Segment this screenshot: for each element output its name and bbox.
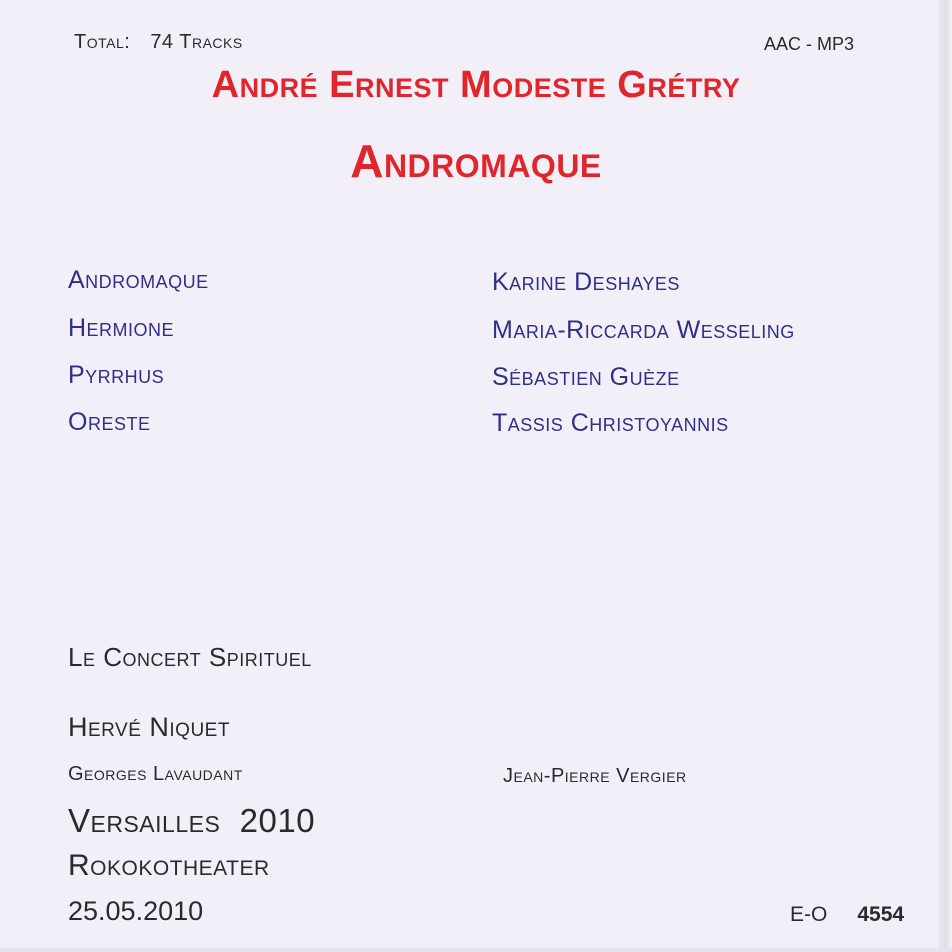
stage-director-name: Georges Lavaudant: [68, 763, 243, 785]
cast-singer: Karine Deshayes: [492, 268, 680, 296]
opera-title: Andromaque: [350, 135, 602, 187]
cast-role: Oreste: [68, 408, 151, 436]
track-count: 74 Tracks: [150, 31, 243, 53]
cast-singer: Sébastien Guèze: [492, 363, 680, 391]
cast-singer: Tassis Christoyannis: [492, 409, 729, 437]
venue-city-year: Versailles 2010: [68, 802, 316, 839]
catalog-code: 4554: [857, 903, 905, 926]
cast-role: Pyrrhus: [68, 361, 165, 389]
catalog-prefix: E-O: [790, 903, 828, 926]
cast-role: Andromaque: [68, 266, 209, 294]
catalog-number: [790, 904, 904, 925]
track-total: [74, 32, 243, 52]
designer-name: Jean-Pierre Vergier: [503, 765, 687, 787]
cast-singer: Maria-Riccarda Wesseling: [492, 316, 795, 344]
performance-date: 25.05.2010: [68, 896, 204, 926]
ensemble-name: Le Concert Spirituel: [68, 642, 312, 672]
venue-theater: Rokokotheater: [68, 849, 270, 882]
composer-name: André Ernest Modeste Grétry: [211, 64, 741, 106]
conductor-name: Hervé Niquet: [68, 712, 230, 742]
card-edge-bottom: [0, 948, 952, 952]
cast-role: Hermione: [68, 314, 175, 342]
audio-format: AAC - MP3: [764, 34, 855, 54]
total-label: Total:: [74, 31, 131, 53]
